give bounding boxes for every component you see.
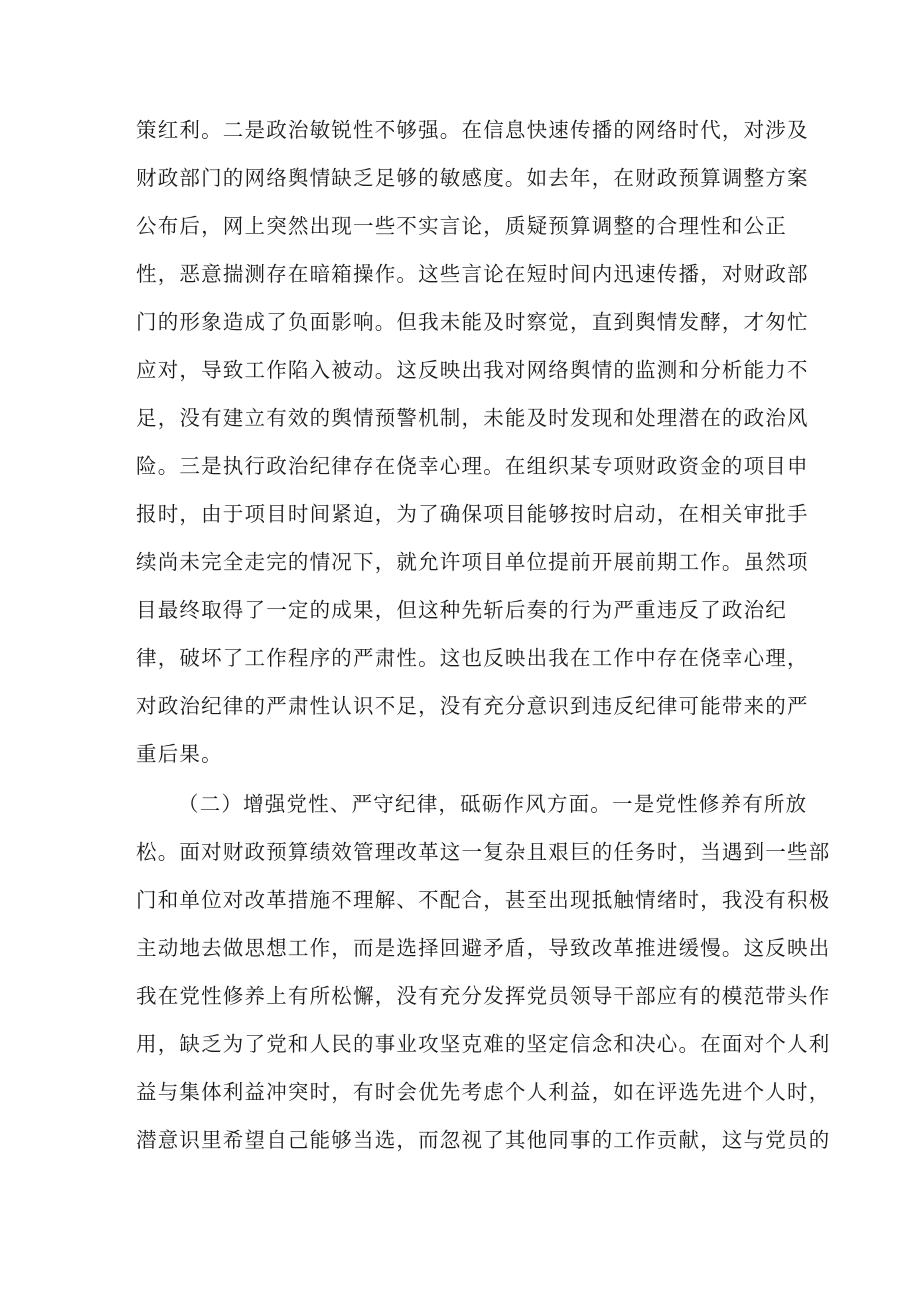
text-line: 策红利。二是政治敏锐性不够强。在信息快速传播的网络时代，对涉及 [136, 118, 809, 142]
text-line: 潜意识里希望自己能够当选，而忽视了其他同事的工作贡献，这与党员的 [136, 1128, 831, 1152]
text-line: 松。面对财政预算绩效管理改革这一复杂且艰巨的任务时，当遇到一些部 [136, 840, 831, 864]
text-line: 门和单位对改革措施不理解、不配合，甚至出现抵触情绪时，我没有积极 [136, 888, 831, 912]
text-line: 应对，导致工作陷入被动。这反映出我对网络舆情的监测和分析能力不 [136, 358, 809, 382]
text-line: 益与集体利益冲突时，有时会优先考虑个人利益，如在评选先进个人时， [136, 1080, 831, 1104]
text-line: 性，恶意揣测存在暗箱操作。这些言论在短时间内迅速传播，对财政部 [136, 262, 809, 286]
text-line: 财政部门的网络舆情缺乏足够的敏感度。如去年，在财政预算调整方案 [136, 166, 809, 190]
text-line: 我在党性修养上有所松懈，没有充分发挥党员领导干部应有的模范带头作 [136, 984, 831, 1008]
text-line: 门的形象造成了负面影响。但我未能及时察觉，直到舆情发酵，才匆忙 [136, 310, 809, 334]
text-line: 律，破坏了工作程序的严肃性。这也反映出我在工作中存在侥幸心理， [136, 646, 809, 670]
text-line: 目最终取得了一定的成果，但这种先斩后奏的行为严重违反了政治纪 [136, 598, 787, 622]
text-line: 公布后，网上突然出现一些不实言论，质疑预算调整的合理性和公正 [136, 214, 787, 238]
text-line: 续尚未完全走完的情况下，就允许项目单位提前开展前期工作。虽然项 [136, 550, 809, 574]
text-line: 对政治纪律的严肃性认识不足，没有充分意识到违反纪律可能带来的严 [136, 694, 809, 718]
text-line: 主动地去做思想工作，而是选择回避矛盾，导致改革推进缓慢。这反映出 [136, 936, 831, 960]
text-line: 用，缺乏为了党和人民的事业攻坚克难的坚定信念和决心。在面对个人利 [136, 1032, 831, 1056]
text-line: 报时，由于项目时间紧迫，为了确保项目能够按时启动，在相关审批手 [136, 502, 809, 526]
text-line: 险。三是执行政治纪律存在侥幸心理。在组织某专项财政资金的项目申 [136, 454, 809, 478]
section-heading-line: （二）增强党性、严守纪律，砥砺作风方面。一是党性修养有所放 [178, 792, 808, 816]
text-line: 足，没有建立有效的舆情预警机制，未能及时发现和处理潜在的政治风 [136, 406, 809, 430]
text-line: 重后果。 [136, 742, 223, 766]
